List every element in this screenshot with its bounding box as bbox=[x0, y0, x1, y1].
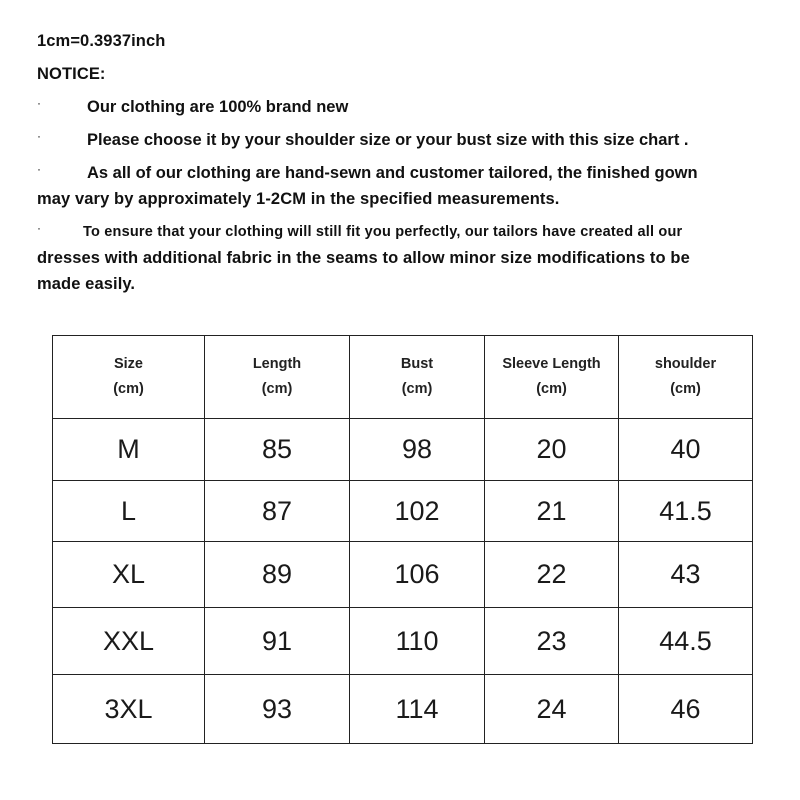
length-cell: 93 bbox=[205, 675, 350, 744]
bust-cell: 110 bbox=[350, 608, 485, 675]
column-header-unit: (cm) bbox=[670, 381, 701, 397]
shoulder-cell: 43 bbox=[619, 542, 753, 608]
shoulder-cell: 46 bbox=[619, 675, 753, 744]
column-header-shoulder bbox=[619, 336, 753, 419]
notice-item-continuation: dresses with additional fabric in the seams to allow minor size modifications to be bbox=[37, 249, 690, 267]
bust-cell: 102 bbox=[350, 481, 485, 542]
length-cell: 87 bbox=[205, 481, 350, 542]
shoulder-cell: 41.5 bbox=[619, 481, 753, 542]
notice-item-text: As all of our clothing are hand-sewn and customer tailored, the finished gown bbox=[87, 164, 698, 182]
length-cell: 89 bbox=[205, 542, 350, 608]
sleeve-length-cell: 22 bbox=[485, 542, 619, 608]
notice-item-text: Our clothing are 100% brand new bbox=[87, 98, 349, 116]
column-header-size bbox=[53, 336, 205, 419]
unit-conversion: 1cm=0.3937inch bbox=[37, 32, 166, 50]
column-header-unit: (cm) bbox=[536, 381, 567, 397]
sleeve-length-cell: 21 bbox=[485, 481, 619, 542]
shoulder-cell: 44.5 bbox=[619, 608, 753, 675]
bullet-icon: · bbox=[37, 162, 41, 176]
notice-item-text: To ensure that your clothing will still fit you perfectly, our tailors have created all our bbox=[83, 224, 683, 240]
column-header-sleeve-length bbox=[485, 336, 619, 419]
table-row bbox=[53, 419, 753, 481]
sleeve-length-cell: 23 bbox=[485, 608, 619, 675]
notice-item-continuation: may vary by approximately 1-2CM in the specified measurements. bbox=[37, 190, 560, 208]
size-cell: L bbox=[53, 481, 205, 542]
size-cell: XL bbox=[53, 542, 205, 608]
notice-item-continuation: made easily. bbox=[37, 275, 136, 293]
bust-cell: 98 bbox=[350, 419, 485, 481]
sleeve-length-cell: 20 bbox=[485, 419, 619, 481]
bullet-icon: · bbox=[37, 221, 41, 235]
column-header-bust bbox=[350, 336, 485, 419]
column-header-label: Size bbox=[113, 356, 143, 372]
bullet-icon: · bbox=[37, 129, 41, 143]
size-cell: M bbox=[53, 419, 205, 481]
table-row bbox=[53, 675, 753, 744]
bullet-icon: · bbox=[37, 96, 41, 110]
length-cell: 91 bbox=[205, 608, 350, 675]
size-cell: XXL bbox=[53, 608, 205, 675]
table-row bbox=[53, 481, 753, 542]
column-header-unit: (cm) bbox=[401, 381, 433, 397]
column-header-label: Sleeve Length bbox=[502, 356, 601, 372]
notice-heading: NOTICE: bbox=[37, 65, 106, 83]
size-cell: 3XL bbox=[53, 675, 205, 744]
column-header-unit: (cm) bbox=[261, 381, 293, 397]
column-header-label: Length bbox=[252, 356, 302, 372]
shoulder-cell: 40 bbox=[619, 419, 753, 481]
column-header-label: shoulder bbox=[654, 356, 717, 372]
table-row bbox=[53, 608, 753, 675]
sleeve-length-cell: 24 bbox=[485, 675, 619, 744]
column-header-label: Bust bbox=[400, 356, 434, 372]
column-header-unit: (cm) bbox=[113, 381, 144, 397]
length-cell: 85 bbox=[205, 419, 350, 481]
table-header-row bbox=[53, 336, 753, 419]
bust-cell: 106 bbox=[350, 542, 485, 608]
bust-cell: 114 bbox=[350, 675, 485, 744]
table-row bbox=[53, 542, 753, 608]
size-chart-table bbox=[52, 335, 753, 744]
notice-item-text: Please choose it by your shoulder size or your bust size with this size chart . bbox=[87, 131, 689, 149]
column-header-length bbox=[205, 336, 350, 419]
